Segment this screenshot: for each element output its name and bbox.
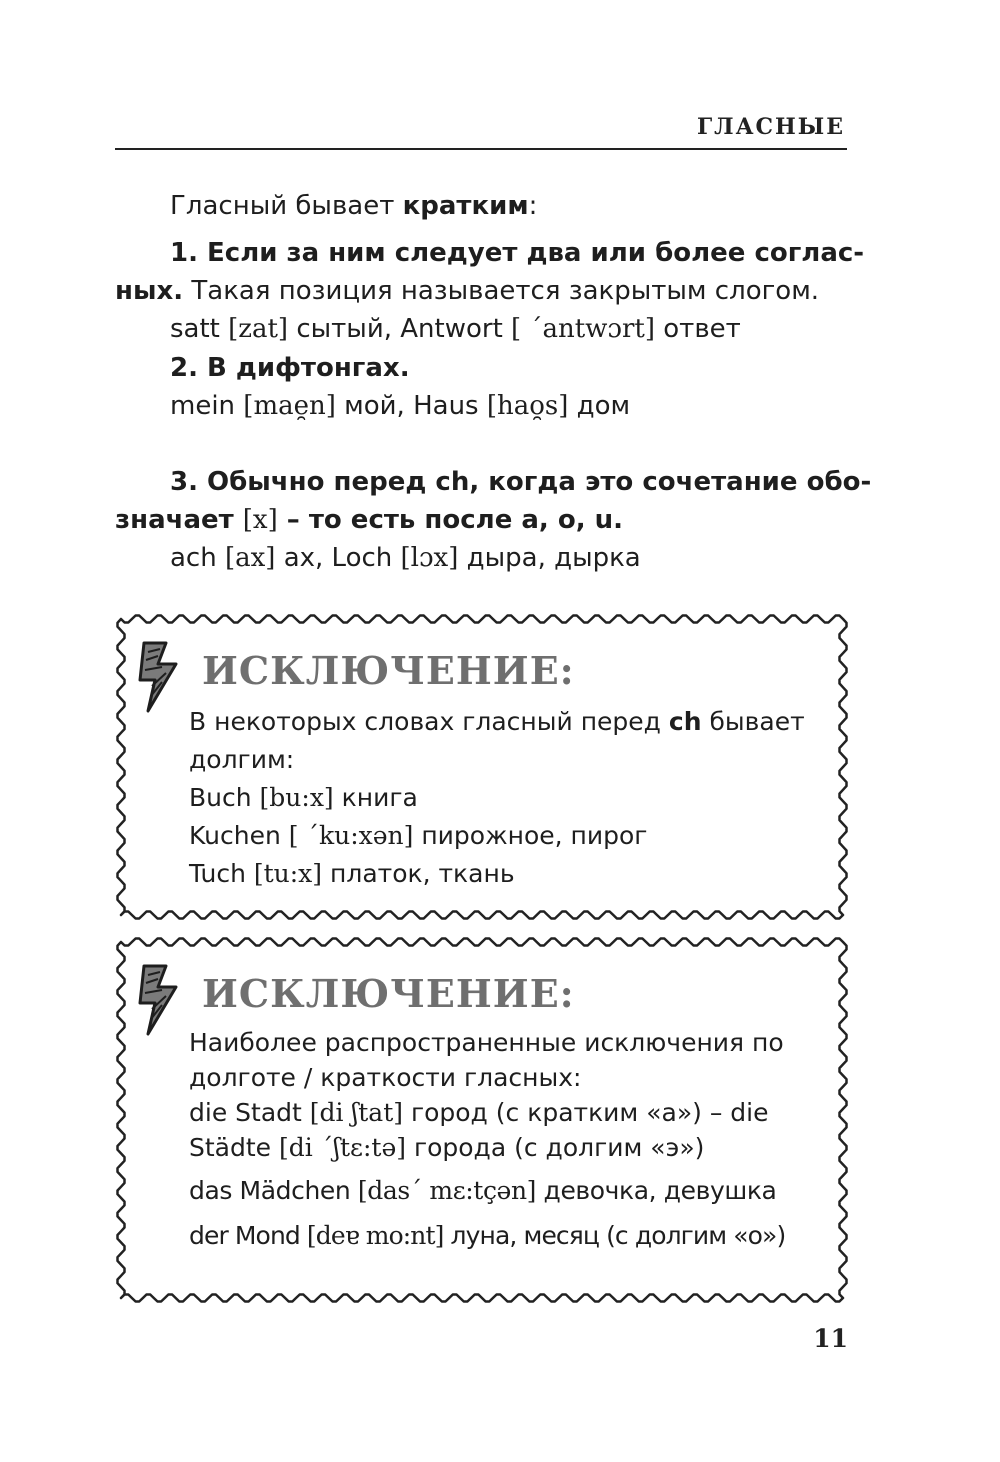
transcription: [x]	[242, 505, 278, 535]
lightning-icon	[136, 640, 182, 714]
transcription: [zat]	[228, 314, 289, 344]
rule1-heading-line1: 1. Если за ним следует два или более соглас-	[170, 238, 865, 268]
rule3-example: ach [ax] ах, Loch [lɔx] дыра, дырка	[170, 543, 641, 573]
transcription: [di ʃtat]	[309, 1098, 404, 1127]
exception-example: Tuch [tu:x] платок, ткань	[189, 859, 515, 888]
transcription: [hao̯s]	[486, 391, 569, 421]
lightning-icon	[136, 963, 182, 1037]
exception-title: ИСКЛЮЧЕНИЕ:	[202, 648, 575, 693]
page-number: 11	[813, 1324, 848, 1353]
transcription: [bu:x]	[259, 783, 334, 812]
exception-text: В некоторых словах гласный перед ch бывает	[189, 707, 805, 736]
transcription: [mae̯n]	[243, 391, 336, 421]
rule3-heading-line2: значает [x] – то есть после a, o, u.	[115, 505, 624, 535]
transcription: [di ´ʃtɛ:tə]	[279, 1133, 407, 1162]
exception-text: долгим:	[189, 745, 295, 774]
exception-example: das Mädchen [das´ mɛ:tçən] девочка, девушка	[189, 1176, 777, 1205]
rule1-heading-line2: ных. Такая позиция называется закрытым слогом.	[115, 276, 820, 306]
exception-example: die Stadt [di ʃtat] город (с кратким «а») – die	[189, 1098, 769, 1127]
transcription: [das´ mɛ:tçən]	[357, 1176, 537, 1205]
exception-example: Städte [di ´ʃtɛ:tə] города (с долгим «э»)	[189, 1133, 705, 1162]
intro-line: Гласный бывает кратким:	[170, 191, 538, 221]
running-header	[115, 112, 847, 150]
exception-title: ИСКЛЮЧЕНИЕ:	[202, 971, 575, 1016]
exception-example: Buch [bu:x] книга	[189, 783, 418, 812]
rule2-example: mein [mae̯n] мой, Haus [hao̯s] дом	[170, 391, 631, 421]
transcription: [ ´antwɔrt]	[511, 314, 655, 344]
exception-example: Kuchen [ ´ku:xən] пирожное, пирог	[189, 821, 648, 850]
exception-text: долготе / краткости гласных:	[189, 1063, 582, 1092]
exception-example: der Mond [deɐ mo:nt] луна, месяц (с долгим «о»)	[189, 1221, 786, 1250]
rule3-heading-line1: 3. Обычно перед ch, когда это сочетание обо-	[170, 467, 872, 497]
transcription: [lɔx]	[400, 543, 459, 573]
transcription: [tu:x]	[253, 859, 323, 888]
rule1-example: satt [zat] сытый, Antwort [ ´antwɔrt] ответ	[170, 314, 741, 344]
transcription: [deɐ mo:nt]	[306, 1221, 444, 1250]
exception-box-1	[114, 612, 850, 922]
exception-text: Наиболее распространенные исключения по	[189, 1028, 784, 1057]
section-title: ГЛАСНЫЕ	[696, 114, 845, 140]
transcription: [ax]	[224, 543, 276, 573]
rule2-heading: 2. В дифтонгах.	[170, 353, 410, 383]
transcription: [ ´ku:xən]	[288, 821, 414, 850]
exception-box-2	[114, 935, 850, 1305]
